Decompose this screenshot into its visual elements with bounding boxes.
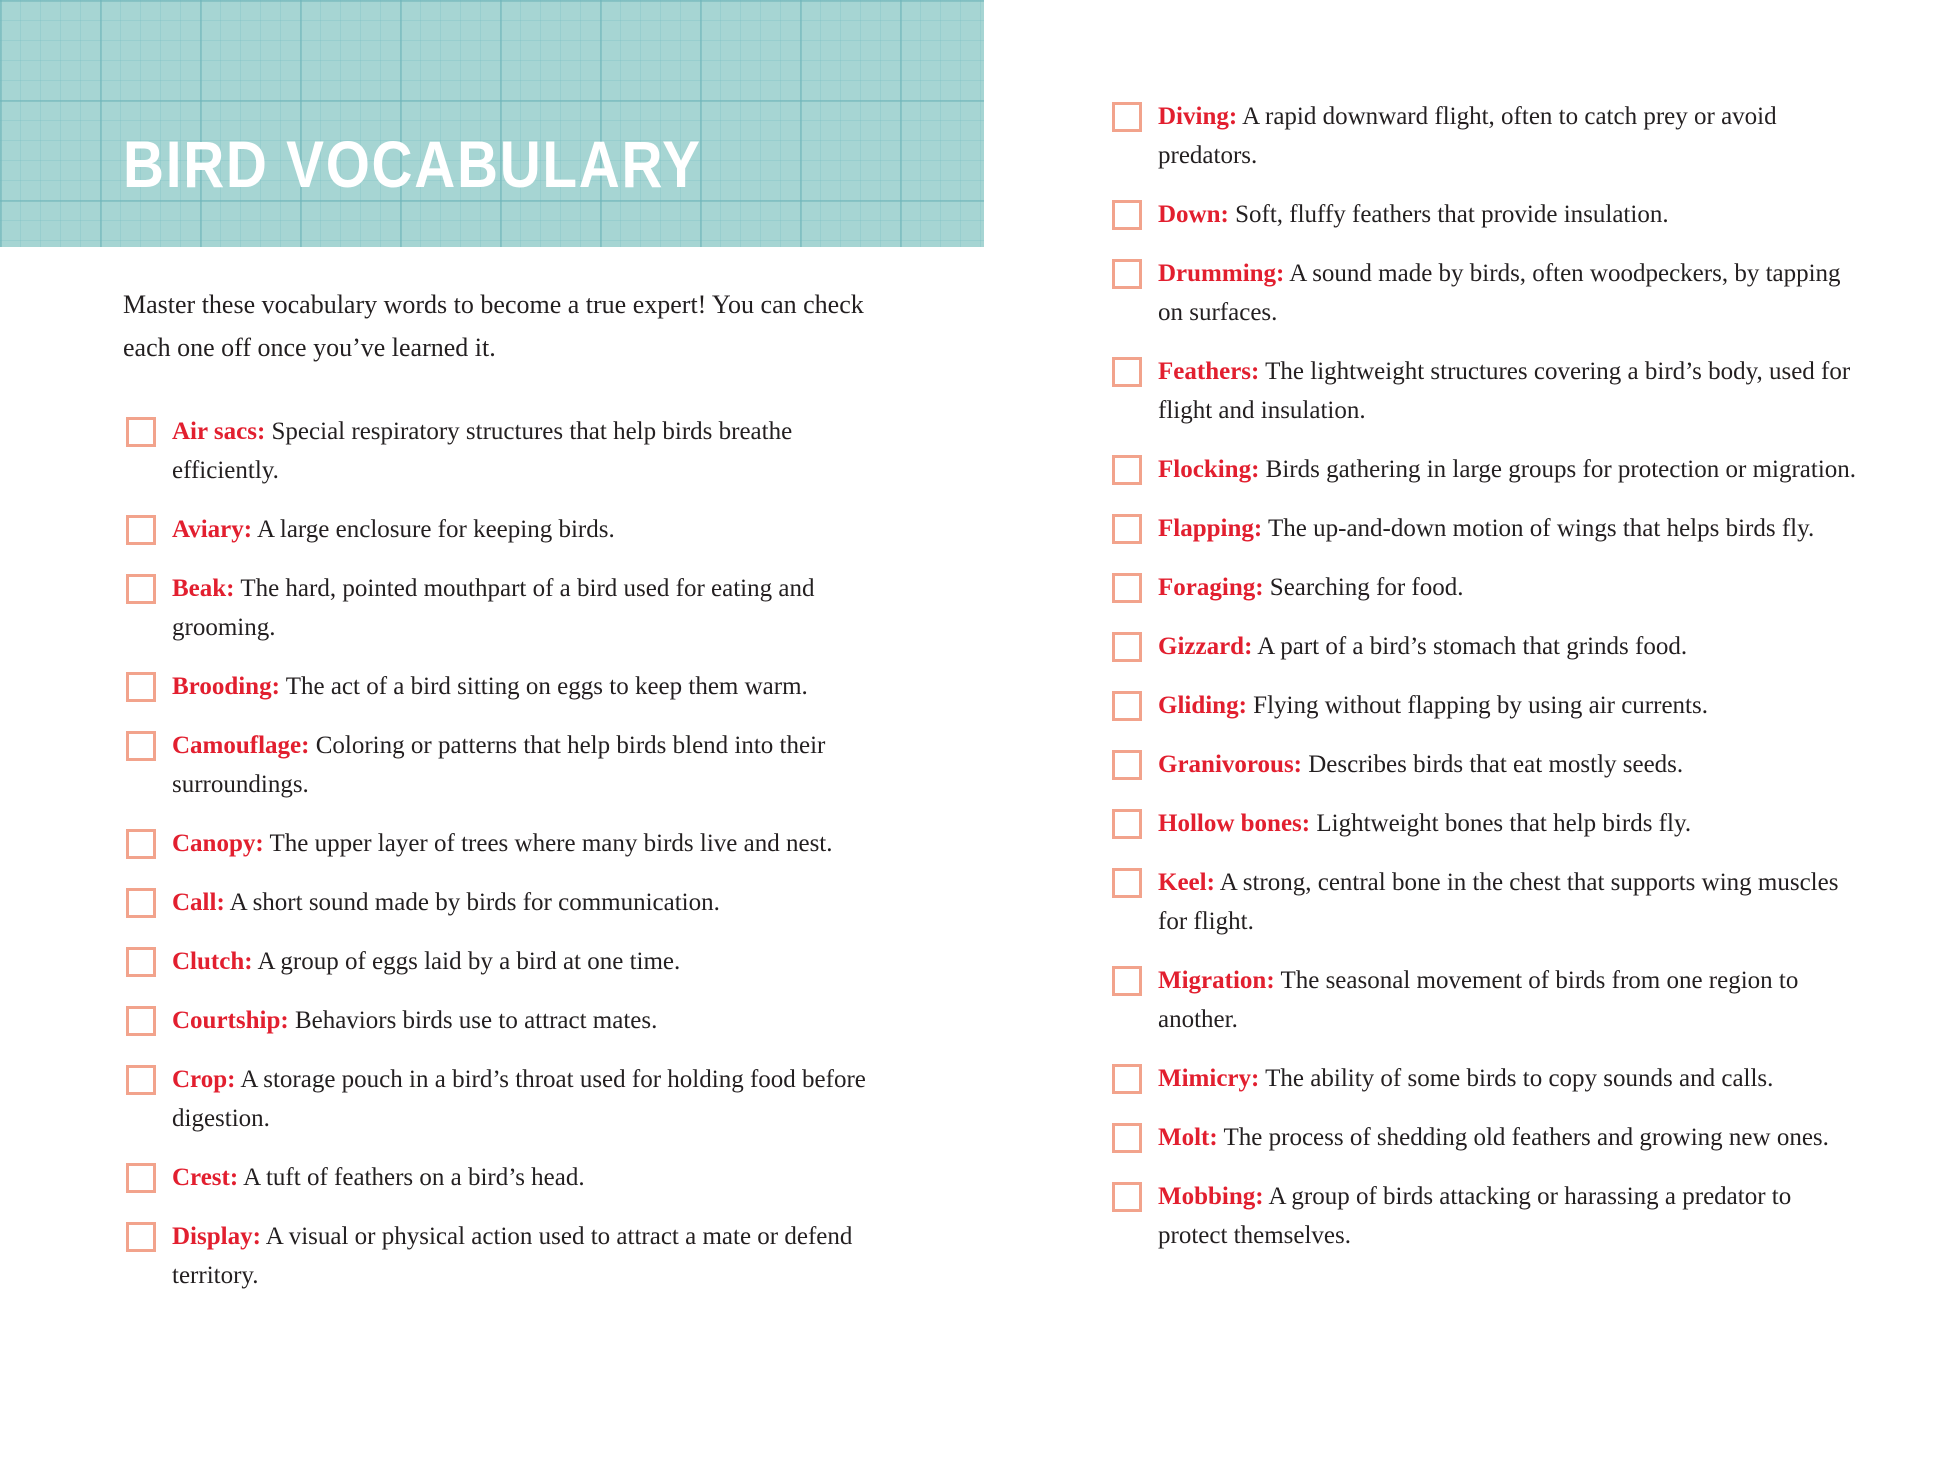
- vocab-text: [1158, 195, 1858, 234]
- checkbox[interactable]: [1112, 455, 1142, 485]
- vocab-list-left: [126, 412, 886, 1315]
- vocab-item: [1112, 195, 1872, 234]
- vocab-term: Call:: [172, 889, 225, 916]
- vocab-item: [126, 1001, 886, 1040]
- vocab-term: Keel:: [1158, 869, 1215, 896]
- vocab-definition: Coloring or patterns that help birds blend into their surroundings.: [172, 732, 826, 798]
- checkbox[interactable]: [1112, 573, 1142, 603]
- vocab-text: [172, 1217, 872, 1295]
- vocab-term: Crest:: [172, 1164, 239, 1191]
- vocab-item: [126, 1158, 886, 1197]
- vocab-item: [1112, 804, 1872, 843]
- checkbox[interactable]: [1112, 1064, 1142, 1094]
- vocab-term: Courtship:: [172, 1007, 289, 1034]
- vocab-definition: A strong, central bone in the chest that supports wing muscles for flight.: [1158, 869, 1839, 935]
- vocab-definition: A tuft of feathers on a bird’s head.: [243, 1164, 585, 1191]
- vocab-definition: A rapid downward flight, often to catch prey or avoid predators.: [1158, 103, 1777, 169]
- vocab-definition: A large enclosure for keeping birds.: [256, 516, 615, 543]
- vocab-text: [1158, 450, 1858, 489]
- vocab-text: [1158, 97, 1858, 175]
- vocab-term: Flocking:: [1158, 456, 1260, 483]
- vocab-item: [1112, 627, 1872, 666]
- vocab-item: [1112, 961, 1872, 1039]
- vocab-definition: The seasonal movement of birds from one region to another.: [1158, 967, 1799, 1033]
- vocab-item: [1112, 745, 1872, 784]
- vocab-definition: The upper layer of trees where many birds live and nest.: [269, 830, 833, 857]
- vocab-term: Camouflage:: [172, 732, 310, 759]
- checkbox[interactable]: [1112, 259, 1142, 289]
- vocab-item: [1112, 686, 1872, 725]
- vocab-definition: The process of shedding old feathers and growing new ones.: [1223, 1124, 1829, 1151]
- vocab-item: [1112, 97, 1872, 175]
- vocab-term: Crop:: [172, 1066, 236, 1093]
- vocab-term: Migration:: [1158, 967, 1275, 994]
- checkbox[interactable]: [1112, 514, 1142, 544]
- checkbox[interactable]: [1112, 809, 1142, 839]
- vocab-definition: A group of eggs laid by a bird at one time.: [257, 948, 681, 975]
- checkbox[interactable]: [1112, 102, 1142, 132]
- checkbox[interactable]: [126, 417, 156, 447]
- checkbox[interactable]: [126, 1222, 156, 1252]
- vocab-item: [126, 1060, 886, 1138]
- vocab-definition: The lightweight structures covering a bird’s body, used for flight and insulation.: [1158, 358, 1851, 424]
- vocab-text: [172, 824, 872, 863]
- checkbox[interactable]: [126, 888, 156, 918]
- vocab-term: Beak:: [172, 575, 235, 602]
- vocab-definition: The act of a bird sitting on eggs to keep them warm.: [285, 673, 808, 700]
- vocab-definition: Birds gathering in large groups for protection or migration.: [1265, 456, 1857, 483]
- vocab-term: Molt:: [1158, 1124, 1218, 1151]
- vocab-item: [1112, 450, 1872, 489]
- vocab-text: [172, 510, 872, 549]
- vocab-text: [1158, 1118, 1858, 1157]
- vocab-definition: A sound made by birds, often woodpeckers, by tapping on surfaces.: [1158, 260, 1841, 326]
- vocab-term: Down:: [1158, 201, 1229, 228]
- vocab-definition: Behaviors birds use to attract mates.: [294, 1007, 658, 1034]
- checkbox[interactable]: [1112, 1123, 1142, 1153]
- vocab-item: [126, 510, 886, 549]
- checkbox[interactable]: [1112, 200, 1142, 230]
- vocab-text: [172, 942, 872, 981]
- vocab-definition: Searching for food.: [1269, 574, 1464, 601]
- vocab-definition: Lightweight bones that help birds fly.: [1316, 810, 1692, 837]
- checkbox[interactable]: [126, 515, 156, 545]
- vocab-item: [126, 883, 886, 922]
- vocab-term: Brooding:: [172, 673, 280, 700]
- checkbox[interactable]: [126, 1065, 156, 1095]
- vocab-item: [126, 824, 886, 863]
- vocab-item: [1112, 509, 1872, 548]
- vocab-term: Canopy:: [172, 830, 264, 857]
- checkbox[interactable]: [1112, 750, 1142, 780]
- vocab-item: [126, 667, 886, 706]
- vocab-definition: Soft, fluffy feathers that provide insulation.: [1235, 201, 1669, 228]
- vocab-term: Drumming:: [1158, 260, 1285, 287]
- vocab-term: Granivorous:: [1158, 751, 1302, 778]
- vocab-text: [1158, 745, 1858, 784]
- checkbox[interactable]: [126, 1163, 156, 1193]
- vocab-item: [1112, 254, 1872, 332]
- vocab-term: Foraging:: [1158, 574, 1264, 601]
- checkbox[interactable]: [126, 574, 156, 604]
- vocab-text: [172, 569, 872, 647]
- vocab-text: [1158, 686, 1858, 725]
- vocab-term: Display:: [172, 1223, 261, 1250]
- vocab-item: [126, 569, 886, 647]
- vocab-text: [1158, 863, 1858, 941]
- vocab-term: Diving:: [1158, 103, 1238, 130]
- vocab-text: [1158, 961, 1858, 1039]
- vocab-item: [1112, 568, 1872, 607]
- vocab-text: [172, 726, 872, 804]
- vocab-definition: A short sound made by birds for communication.: [229, 889, 720, 916]
- vocab-item: [126, 412, 886, 490]
- vocab-term: Hollow bones:: [1158, 810, 1311, 837]
- checkbox[interactable]: [1112, 868, 1142, 898]
- vocab-item: [1112, 352, 1872, 430]
- vocab-item: [1112, 863, 1872, 941]
- vocab-term: Gizzard:: [1158, 633, 1253, 660]
- vocab-item: [126, 1217, 886, 1295]
- vocab-item: [1112, 1118, 1872, 1157]
- checkbox[interactable]: [1112, 966, 1142, 996]
- checkbox[interactable]: [126, 947, 156, 977]
- vocab-definition: A group of birds attacking or harassing a predator to protect themselves.: [1158, 1183, 1792, 1249]
- checkbox[interactable]: [126, 731, 156, 761]
- vocab-text: [1158, 627, 1858, 666]
- intro-text: Master these vocabulary words to become a true expert! You can check each one off once you’ve learned it.: [123, 290, 864, 362]
- vocab-term: Flapping:: [1158, 515, 1263, 542]
- vocab-definition: A part of a bird’s stomach that grinds food.: [1257, 633, 1688, 660]
- vocab-term: Clutch:: [172, 948, 253, 975]
- vocab-term: Gliding:: [1158, 692, 1247, 719]
- vocab-definition: The hard, pointed mouthpart of a bird used for eating and grooming.: [172, 575, 815, 641]
- vocab-text: [172, 1060, 872, 1138]
- vocab-definition: A visual or physical action used to attract a mate or defend territory.: [172, 1223, 853, 1289]
- vocab-text: [172, 1158, 872, 1197]
- vocab-definition: The up-and-down motion of wings that helps birds fly.: [1268, 515, 1815, 542]
- vocab-text: [1158, 1177, 1858, 1255]
- vocab-definition: Special respiratory structures that help birds breathe efficiently.: [172, 418, 793, 484]
- vocab-item: [1112, 1059, 1872, 1098]
- vocab-item: [1112, 1177, 1872, 1255]
- vocab-term: Mimicry:: [1158, 1065, 1260, 1092]
- vocab-text: [1158, 804, 1858, 843]
- vocab-text: [1158, 352, 1858, 430]
- vocab-text: [172, 667, 872, 706]
- vocab-text: [1158, 1059, 1858, 1098]
- checkbox[interactable]: [1112, 632, 1142, 662]
- vocab-item: [126, 942, 886, 981]
- vocab-definition: Flying without flapping by using air currents.: [1253, 692, 1708, 719]
- vocab-term: Mobbing:: [1158, 1183, 1264, 1210]
- vocab-text: [172, 412, 872, 490]
- page-title: BIRD VOCABULARY: [123, 127, 702, 201]
- header-banner: [0, 0, 984, 247]
- vocab-text: [1158, 509, 1858, 548]
- vocab-item: [126, 726, 886, 804]
- vocab-definition: Describes birds that eat mostly seeds.: [1308, 751, 1684, 778]
- vocab-term: Feathers:: [1158, 358, 1260, 385]
- checkbox[interactable]: [126, 1006, 156, 1036]
- checkbox[interactable]: [126, 672, 156, 702]
- checkbox[interactable]: [1112, 1182, 1142, 1212]
- vocab-list-right: [1112, 97, 1872, 1275]
- vocab-text: [1158, 254, 1858, 332]
- vocab-term: Aviary:: [172, 516, 253, 543]
- vocab-term: Air sacs:: [172, 418, 266, 445]
- checkbox[interactable]: [126, 829, 156, 859]
- checkbox[interactable]: [1112, 357, 1142, 387]
- vocab-definition: The ability of some birds to copy sounds and calls.: [1265, 1065, 1774, 1092]
- vocab-text: [1158, 568, 1858, 607]
- vocab-definition: A storage pouch in a bird’s throat used for holding food before digestion.: [172, 1066, 866, 1132]
- checkbox[interactable]: [1112, 691, 1142, 721]
- vocab-text: [172, 883, 872, 922]
- vocab-text: [172, 1001, 872, 1040]
